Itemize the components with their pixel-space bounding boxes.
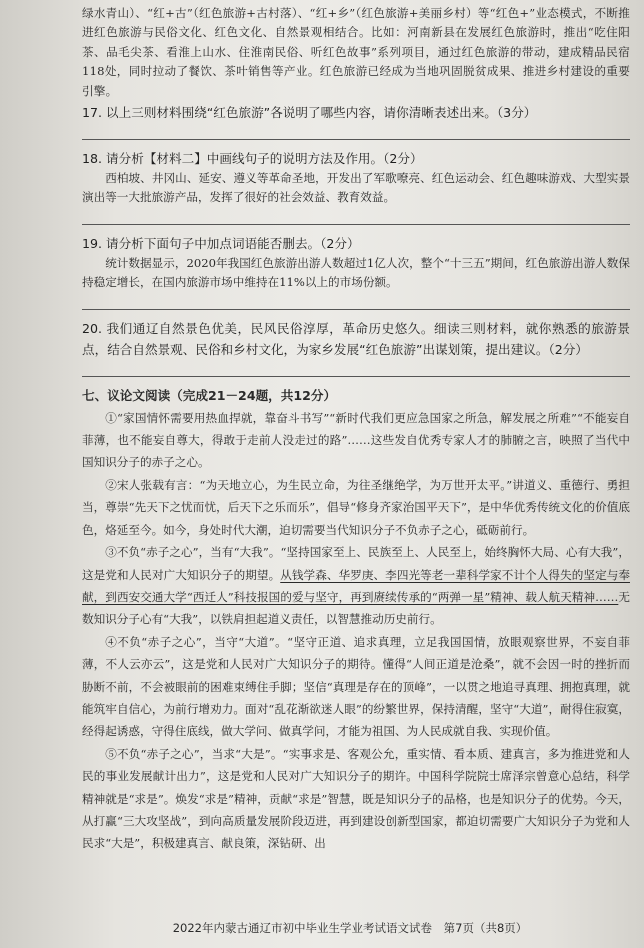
exam-title: 2022年内蒙古通辽市初中毕业生学业考试语文试卷 bbox=[172, 921, 432, 935]
page-number: 第7页（共8页） bbox=[443, 921, 528, 935]
paragraph-3-closing: 无数知识分子心有“大我”，以铁肩担起道义责任，以智慧推动历史前行。 bbox=[82, 589, 630, 627]
essay-paragraph-3 bbox=[82, 541, 630, 631]
essay-paragraph-4: ④不负“赤子之心”，当守“大道”。“坚守正道、追求真理，立足我国国情，放眼观察世界，不妄自菲薄，不人云亦云”，这是党和人民对广大知识分子的期待。懂得“人间正道是沧桑”，就不会因一时的挫折而胁断不前，不会被眼前的困难束缚住手脚；坚信“真理是存在的顶峰”，一以贯之地追寻真理、拥抱真理，就能筑牢自信心，为前行增劝力。面对“乱花渐欲迷人眼”的纷繁世界，保持清醒，坚守“大道”，耐得住寂寞，经得起诱惑，守得住底线，做大学问、做真学问，才能为祖国、为人民成就自我、实现价值。 bbox=[82, 634, 630, 739]
section-7-heading: 七、议论文阅读（完成21－24题，共12分） bbox=[82, 387, 337, 403]
paragraph-3-opening: ③不负“赤子之心”，当有“大我”。“坚持国家至上、民族至上、人民至上，始终胸怀大局、心有大我”，这是党和人民对广大知识分子的期望。 bbox=[82, 545, 630, 582]
question-19: 19. 请分析下面句子中加点词语能否删去。（2分） bbox=[82, 235, 360, 251]
essay-paragraph-1: ①“家国情怀需要用热血捍就，靠奋斗书写”“新时代我们更应急国家之所急，解发展之所难”“不能妄自菲薄，也不能妄自尊大，得敢于走前人没走过的路”……这些发自优秀专家人才的肺腑之言，映照了当代中国知识分子的赤子之心。 bbox=[82, 410, 630, 470]
answer-line bbox=[82, 208, 630, 225]
answer-line bbox=[82, 123, 630, 140]
question-18: 18. 请分析【材料二】中画线句子的说明方法及作用。（2分） bbox=[82, 151, 423, 167]
question-20: 20. 我们通辽自然景色优美，民风民俗淳厚，革命历史悠久。细读三则材料，就你熟悉的旅游景点，结合自然景观、民俗和乡村文化，为家乡发展“红色旅游”出谋划策，提出建议。（2分） bbox=[82, 320, 630, 357]
answer-line bbox=[82, 293, 630, 310]
essay-paragraph-2: ②宋人张载有言：“为天地立心，为生民立命，为往圣继绝学，为万世开太平。”讲道义、重德行、勇担当，尊崇“先天下之忧而忧，后天下之乐而乐”，倡导“修身齐家治国平天下”，是中华优秀传统文化的价值底色，烙延至今。如今，身处时代大潮，迫切需要当代知识分子不负赤子之心，砥砺前行。 bbox=[82, 477, 630, 537]
question-17: 17. 以上三则材料围绕“红色旅游”各说明了哪些内容，请你清晰表述出来。（3分） bbox=[82, 105, 537, 121]
question-18-quote: 西柏坡、井冈山、延安、遵义等革命圣地，开发出了军歌嘹亮、红色运动会、红色趣味游戏、大型实景演出等一大批旅游产品，发挥了很好的社会效益、教育效益。 bbox=[82, 171, 630, 205]
page-footer bbox=[80, 920, 620, 936]
material-three-tail: 绿水青山）、“红+古”（红色旅游+古村落）、“红+乡”（红色旅游+美丽乡村）等“红色+”业态模式，不断推进红色旅游与民俗文化、红色文化、自然景观相结合。比如：河南新县在发展红色旅游时，推出“吃住阳茶、品毛尖茶、看淮上山水、住淮南民俗、听红色故事”系列项目，通过红色旅游的带动，建成精品民宿118处，同时拉动了餐饮、茶叶销售等产业。红色旅游已经成为当地巩固脱贫成果、推进乡村建设的重要引擎。 bbox=[82, 6, 630, 98]
page-content bbox=[82, 4, 630, 855]
answer-line bbox=[82, 360, 630, 377]
question-19-quote: 统计数据显示，2020年我国红色旅游出游人数超过1亿人次，整个“十三五”期间，红色旅游出游人数保持稳定增长，在国内旅游市场中维持在11%以上的市场份额。 bbox=[82, 255, 630, 290]
underlined-sentence: 从钱学森、华罗庚、李四光等老一辈科学家不计个人得失的坚定与奉献，到西安交通大学“西迁人”科技报国的爱与坚守，再到赓续传承的“两弹一星”精神、载人航天精神…… bbox=[82, 567, 630, 604]
essay-paragraph-5: ⑤不负“赤子之心”，当求“大是”。“实事求是、客观公允，重实情、看本质、建真言，多为推进党和人民的事业发展献计出力”，这是党和人民对广大知识分子的期许。中国科学院院士席泽宗曾意心总结，科学精神就是“求是”。焕发“求是”精神，贡献“求是”智慧，既是知识分子的品格，也是知识分子的优势。今天，从打赢“三大攻坚战”，到向高质量发展阶段迈进，再到建设创新型国家，都迫切需要广大知识分子为党和人民求“大是”，积极建真言、献良策，深钻研、出 bbox=[82, 746, 630, 851]
